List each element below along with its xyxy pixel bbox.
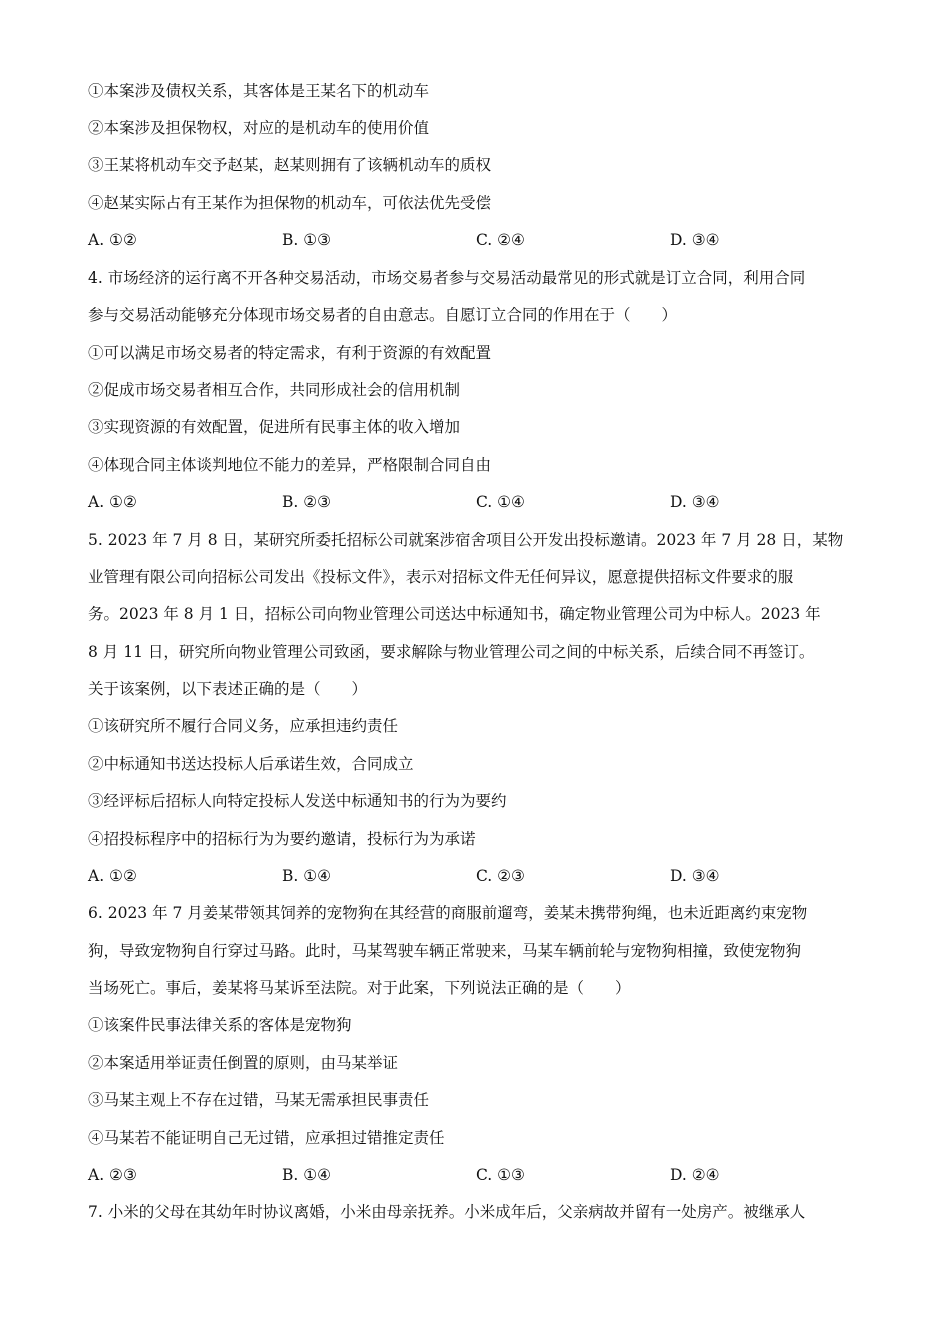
q4-statement-1: ①可以满足市场交易者的特定需求，有利于资源的有效配置 <box>88 344 492 362</box>
q5-statement-3: ③经评标后招标人向特定投标人发送中标通知书的行为为要约 <box>88 792 507 810</box>
q5-stem-line-5: 关于该案例，以下表述正确的是（ ） <box>88 680 368 698</box>
q7-stem-line-1: 7. 小米的父母在其幼年时协议离婚，小米由母亲抚养。小米成年后，父亲病故并留有一处房产。被继承人 <box>88 1203 806 1221</box>
q6-statement-2: ②本案适用举证责任倒置的原则，由马某举证 <box>88 1054 399 1072</box>
q6-option-a: A. ②③ <box>88 1166 137 1184</box>
q5-option-d: D. ③④ <box>670 867 720 885</box>
q5-statement-1: ①该研究所不履行合同义务，应承担违约责任 <box>88 717 399 735</box>
q6-option-d: D. ②④ <box>670 1166 720 1184</box>
q5-stem-line-2: 业管理有限公司向招标公司发出《投标文件》，表示对招标文件无任何异议，愿意提供招标文件要求的服 <box>88 568 794 586</box>
q6-option-c: C. ①③ <box>476 1166 525 1184</box>
q5-option-b: B. ①④ <box>282 867 332 885</box>
q6-stem-line-3: 当场死亡。事后，姜某将马某诉至法院。对于此案，下列说法正确的是（ ） <box>88 979 631 997</box>
q3-option-a: A. ①② <box>88 231 137 249</box>
q5-stem-line-4: 8 月 11 日，研究所向物业管理公司致函，要求解除与物业管理公司之间的中标关系，后续合同不再签订。 <box>88 643 815 661</box>
q5-statement-2: ②中标通知书送达投标人后承诺生效，合同成立 <box>88 755 414 773</box>
q4-option-a: A. ①② <box>88 493 137 511</box>
q4-statement-2: ②促成市场交易者相互合作，共同形成社会的信用机制 <box>88 381 461 399</box>
q6-stem-line-2: 狗，导致宠物狗自行穿过马路。此时，马某驾驶车辆正常驶来，马某车辆前轮与宠物狗相撞，致使宠物狗 <box>88 942 802 960</box>
q3-statement-3: ③王某将机动车交予赵某，赵某则拥有了该辆机动车的质权 <box>88 156 492 174</box>
q6-statement-1: ①该案件民事法律关系的客体是宠物狗 <box>88 1016 352 1034</box>
q3-statement-2: ②本案涉及担保物权，对应的是机动车的使用价值 <box>88 119 430 137</box>
q4-option-c: C. ①④ <box>476 493 525 511</box>
q4-option-b: B. ②③ <box>282 493 332 511</box>
q3-statement-4: ④赵某实际占有王某作为担保物的机动车，可依法优先受偿 <box>88 194 492 212</box>
q6-stem-line-1: 6. 2023 年 7 月姜某带领其饲养的宠物狗在其经营的商服前遛弯，姜某未携带狗绳，也未近距离约束宠物 <box>88 904 808 922</box>
q4-statement-4: ④体现合同主体谈判地位不能力的差异，严格限制合同自由 <box>88 456 492 474</box>
q5-stem-line-3: 务。2023 年 8 月 1 日，招标公司向物业管理公司送达中标通知书，确定物业管理公司为中标人。2023 年 <box>88 605 821 623</box>
q5-option-c: C. ②③ <box>476 867 525 885</box>
q5-stem-line-1: 5. 2023 年 7 月 8 日，某研究所委托招标公司就案涉宿舍项目公开发出投标邀请。2023 年 7 月 28 日，某物 <box>88 531 844 549</box>
q3-option-c: C. ②④ <box>476 231 525 249</box>
q4-option-d: D. ③④ <box>670 493 720 511</box>
q6-option-b: B. ①④ <box>282 1166 332 1184</box>
q3-statement-1: ①本案涉及债权关系，其客体是王某名下的机动车 <box>88 82 430 100</box>
q4-stem-line-1: 4. 市场经济的运行离不开各种交易活动，市场交易者参与交易活动最常见的形式就是订立合同，利用合同 <box>88 269 806 287</box>
q4-stem-line-2: 参与交易活动能够充分体现市场交易者的自由意志。自愿订立合同的作用在于（ ） <box>88 306 678 324</box>
q3-option-d: D. ③④ <box>670 231 720 249</box>
q5-option-a: A. ①② <box>88 867 137 885</box>
q6-statement-4: ④马某若不能证明自己无过错，应承担过错推定责任 <box>88 1129 445 1147</box>
q5-statement-4: ④招投标程序中的招标行为为要约邀请，投标行为为承诺 <box>88 830 476 848</box>
q6-statement-3: ③马某主观上不存在过错，马某无需承担民事责任 <box>88 1091 430 1109</box>
q4-statement-3: ③实现资源的有效配置，促进所有民事主体的收入增加 <box>88 418 461 436</box>
q3-option-b: B. ①③ <box>282 231 332 249</box>
